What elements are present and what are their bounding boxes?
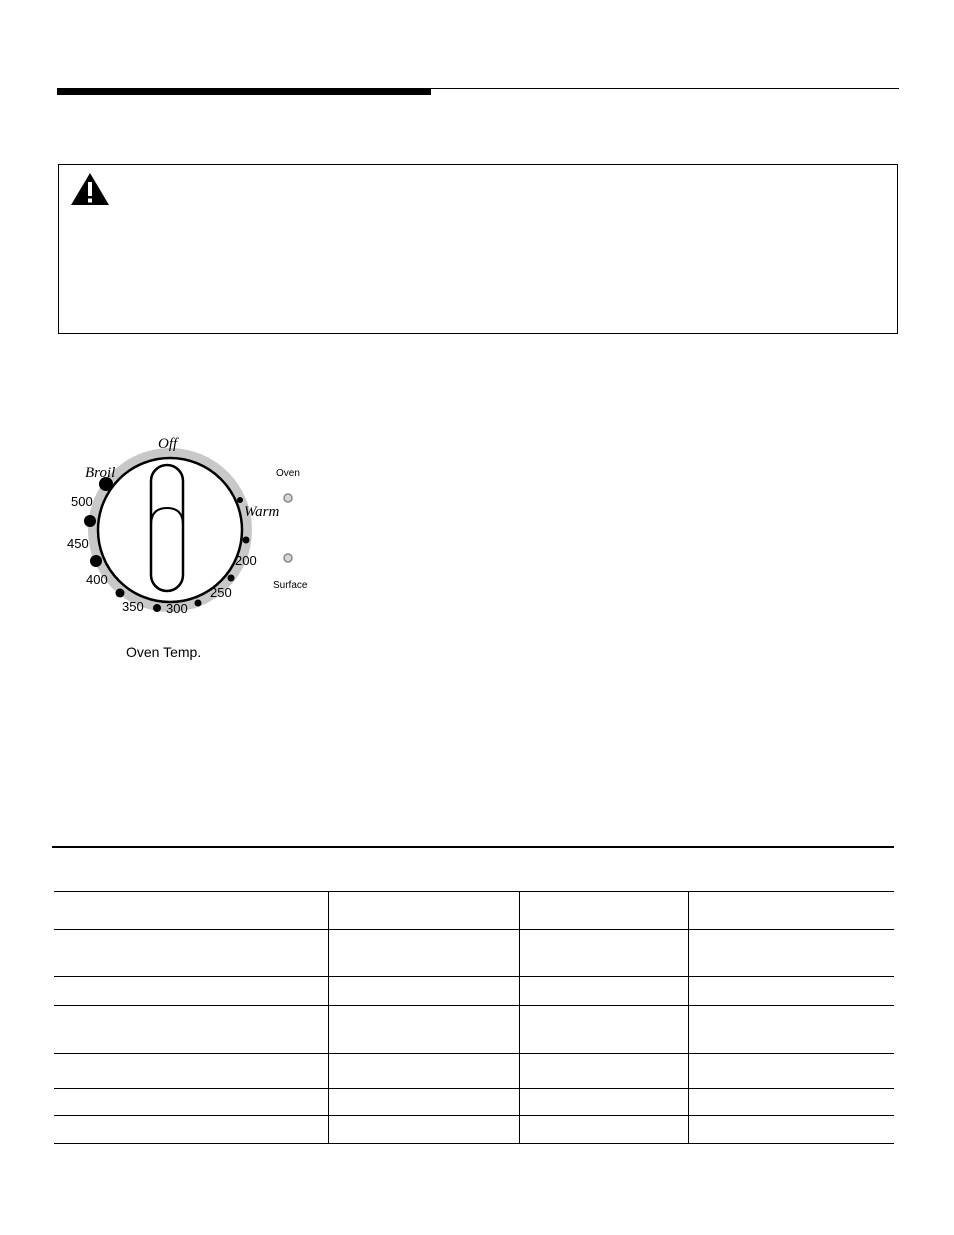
marker-300 <box>195 600 202 607</box>
marker-400 <box>116 589 125 598</box>
table-cell <box>54 930 328 977</box>
marker-450 <box>90 555 102 567</box>
table-row <box>54 1006 894 1054</box>
table-cell <box>519 1006 688 1054</box>
table-row <box>54 892 894 930</box>
table-cell <box>519 1054 688 1089</box>
temp-label-450: 450 <box>67 536 89 551</box>
table-row <box>54 1054 894 1089</box>
table-row <box>54 930 894 977</box>
oven-indicator-label: Oven <box>276 468 300 479</box>
table-cell <box>688 1116 894 1144</box>
temp-label-200: 200 <box>235 553 257 568</box>
broil-label: Broil <box>85 465 116 481</box>
table-cell <box>328 1089 519 1116</box>
table-cell <box>54 977 328 1006</box>
table-cell <box>688 1006 894 1054</box>
dial-handle[interactable] <box>151 465 183 591</box>
table-cell <box>54 1089 328 1116</box>
table-row <box>54 1116 894 1144</box>
dial-caption: Oven Temp. <box>126 644 202 660</box>
marker-500 <box>84 515 96 527</box>
table-cell <box>519 930 688 977</box>
table-cell <box>519 1116 688 1144</box>
table-cell <box>519 977 688 1006</box>
surface-indicator-label: Surface <box>273 580 308 591</box>
table-cell <box>328 977 519 1006</box>
table-cell <box>328 1006 519 1054</box>
table-cell <box>54 892 328 930</box>
warm-marker <box>237 497 243 503</box>
temp-label-250: 250 <box>210 585 232 600</box>
temp-label-500: 500 <box>71 494 93 509</box>
table-cell <box>688 977 894 1006</box>
table-cell <box>54 1006 328 1054</box>
header-rule-thin <box>431 88 899 89</box>
warning-box <box>58 164 898 334</box>
table-row <box>54 1089 894 1116</box>
spec-table <box>54 891 894 1144</box>
warm-label: Warm <box>244 504 280 520</box>
temp-label-350: 350 <box>122 599 144 614</box>
header-rule-thick <box>57 88 431 95</box>
table-cell <box>328 1116 519 1144</box>
table-cell <box>519 1089 688 1116</box>
table-cell <box>688 1054 894 1089</box>
surface-indicator-light <box>284 554 292 562</box>
warning-triangle-icon <box>69 171 111 207</box>
table-cell <box>688 1089 894 1116</box>
marker-200 <box>243 537 250 544</box>
table-cell <box>688 892 894 930</box>
oven-temp-dial <box>60 425 320 675</box>
oven-indicator-light <box>284 494 292 502</box>
table-cell <box>54 1054 328 1089</box>
off-label: Off <box>158 436 178 452</box>
marker-250 <box>228 575 235 582</box>
table-cell <box>328 930 519 977</box>
table-cell <box>328 892 519 930</box>
marker-350 <box>153 604 161 612</box>
table-cell <box>328 1054 519 1089</box>
temp-label-300: 300 <box>166 601 188 616</box>
table-top-rule <box>52 846 894 848</box>
dial-illustration <box>60 425 320 675</box>
table-cell <box>54 1116 328 1144</box>
table-cell <box>519 892 688 930</box>
table-cell <box>688 930 894 977</box>
temp-label-400: 400 <box>86 572 108 587</box>
table-row <box>54 977 894 1006</box>
